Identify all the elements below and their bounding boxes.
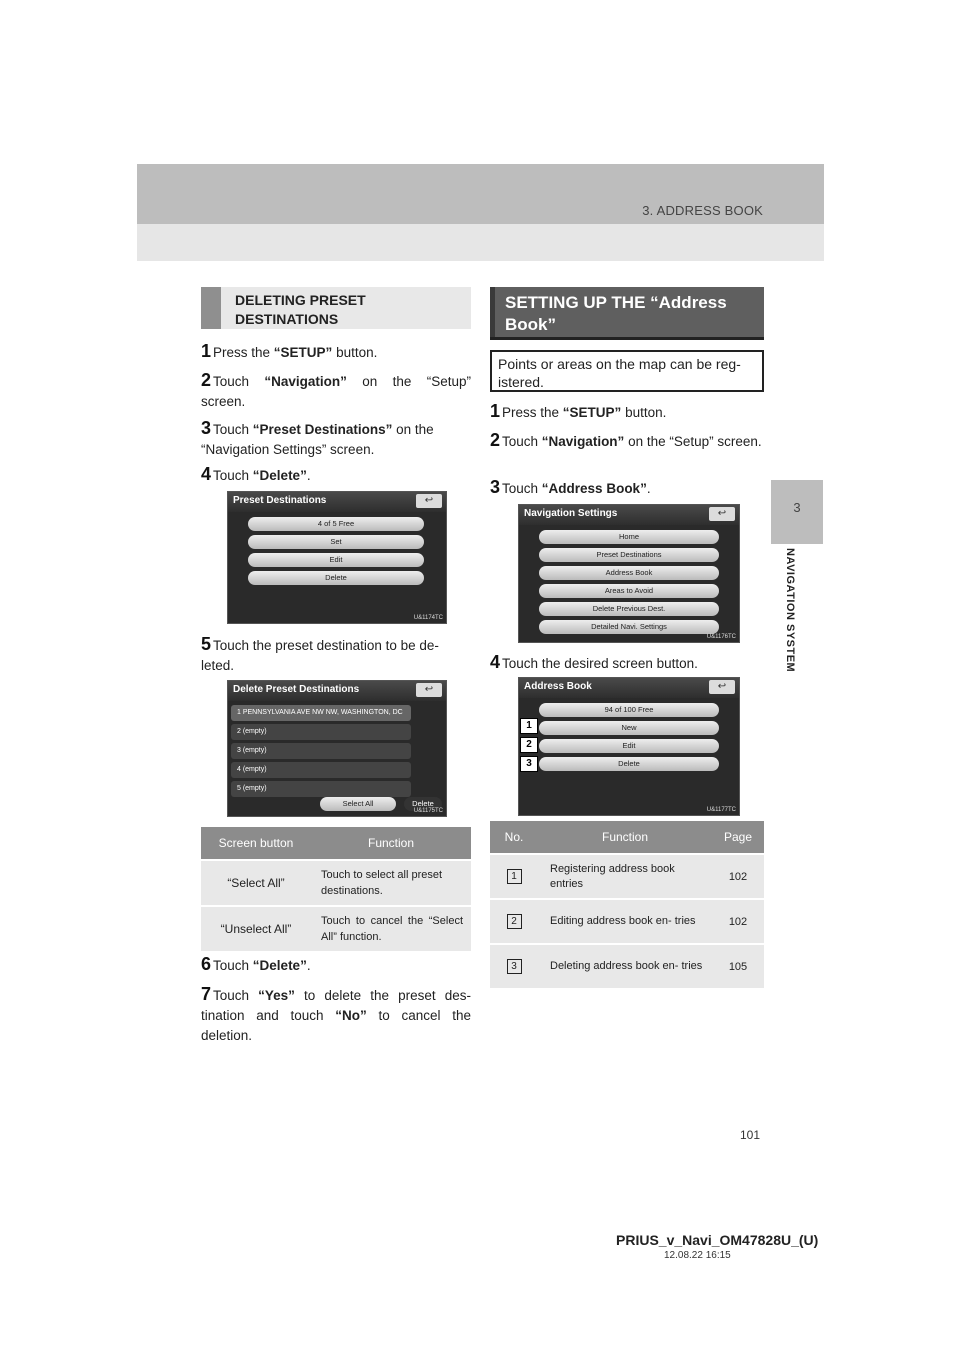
function-table: [490, 821, 764, 988]
item-number: 3: [507, 959, 522, 974]
page-number: 101: [740, 1128, 761, 1142]
step-3: 3 Touch “Preset Destinations” on the “Navigation Settings” screen.: [201, 418, 434, 457]
destination-row: 1 PENNSYLVANIA AVE NW NW, WASHINGTON, DC: [231, 705, 411, 721]
destination-row: 5 (empty): [231, 781, 411, 797]
step-2: 2 Touch “Navigation” on the “Setup” screen.: [490, 430, 762, 450]
screen-button: Delete Previous Dest.: [539, 602, 719, 616]
screen-button: New: [539, 721, 719, 735]
screen-button: Delete: [539, 757, 719, 771]
step-5: 5 Touch the preset destination to be de- leted.: [201, 634, 439, 673]
intro-text: Points or areas on the map can be reg- istered.: [490, 350, 764, 392]
screenshot-navigation-settings: Navigation Settings ↩ Home Preset Destinations Address Book Areas to Avoid Delete Previous Dest. Detailed Navi. Settings U&1176TC: [518, 504, 740, 643]
callout-marker: 2: [520, 737, 538, 753]
step-4: 4 Touch “Delete”.: [201, 464, 311, 484]
table-row: 3 Deleting address book en- tries 105: [490, 944, 764, 988]
table-row: 2 Editing address book en- tries 102: [490, 899, 764, 944]
table-header: Function: [538, 821, 712, 854]
right-section-title: SETTING UP THE “Address Book”: [505, 293, 727, 334]
screen-button: Detailed Navi. Settings: [539, 620, 719, 634]
image-code: U&1177TC: [706, 807, 736, 813]
section-bar: [490, 287, 495, 337]
step-1: 1 Press the “SETUP” button.: [201, 341, 378, 361]
item-number: 2: [507, 914, 522, 929]
screen-button: Home: [539, 530, 719, 544]
delete-button: Delete: [404, 797, 442, 811]
step-3: 3 Touch “Address Book”.: [490, 477, 651, 497]
step-1: 1 Press the “SETUP” button.: [490, 401, 667, 421]
screenshot-address-book: Address Book ↩ 94 of 100 Free New Edit Delete 1 2 3 U&1177TC: [518, 677, 740, 816]
destination-row: 3 (empty): [231, 743, 411, 759]
section-bar: [201, 287, 221, 329]
table-header: No.: [490, 821, 538, 854]
screen-button-table: [201, 827, 471, 951]
document-id: PRIUS_v_Navi_OM47828U_(U): [616, 1232, 819, 1248]
screen-button: Delete: [248, 571, 424, 585]
screen-button: Set: [248, 535, 424, 549]
screen-button: Areas to Avoid: [539, 584, 719, 598]
destination-row: 4 (empty): [231, 762, 411, 778]
chapter-number: 3: [793, 500, 801, 515]
print-date: 12.08.22 16:15: [664, 1250, 731, 1261]
step-4: 4 Touch the desired screen button.: [490, 652, 698, 672]
section-title: 3. ADDRESS BOOK: [642, 203, 763, 218]
screen-button: Edit: [248, 553, 424, 567]
callout-marker: 1: [520, 718, 538, 734]
table-header: Function: [311, 827, 471, 860]
table-header: Page: [712, 821, 764, 854]
step-6: 6 Touch “Delete”.: [201, 954, 311, 974]
item-number: 1: [507, 869, 522, 884]
screen-button: Edit: [539, 739, 719, 753]
screen-button: 94 of 100 Free: [539, 703, 719, 717]
image-code: U&1176TC: [706, 634, 736, 640]
image-code: U&1175TC: [413, 808, 443, 814]
select-all-button: Select All: [320, 797, 396, 811]
callout-marker: 3: [520, 756, 538, 772]
step-7: 7 Touch “Yes” to delete the preset des- tination and touch “No” to cancel the deletion.: [201, 984, 471, 1043]
left-section-header: [201, 287, 471, 329]
screen-button: Preset Destinations: [539, 548, 719, 562]
table-header: Screen button: [201, 827, 311, 860]
screen-button: Address Book: [539, 566, 719, 580]
right-section-header: [490, 287, 764, 340]
screen-button: 4 of 5 Free: [248, 517, 424, 531]
back-icon: ↩: [416, 683, 442, 697]
screenshot-preset-destinations: Preset Destinations ↩ 4 of 5 Free Set Edit Delete U&1174TC: [227, 491, 447, 624]
back-icon: ↩: [416, 494, 442, 508]
destination-row: 2 (empty): [231, 724, 411, 740]
screenshot-delete-preset-destinations: Delete Preset Destinations ↩ 1 PENNSYLVANIA AVE NW NW, WASHINGTON, DC 2 (empty) 3 (empty) 4 (empty) 5 (empty) Select All Delete U&1175TC: [227, 680, 447, 817]
left-section-title: DELETING PRESET DESTINATIONS: [235, 292, 366, 327]
step-2: 2 Touch “Navigation” on the “Setup” screen.: [201, 370, 471, 409]
table-row: 1 Registering address book entries 102: [490, 854, 764, 899]
back-icon: ↩: [709, 680, 735, 694]
back-icon: ↩: [709, 507, 735, 521]
chapter-label: NAVIGATION SYSTEM: [784, 548, 796, 673]
table-row: “Unselect All” Touch to cancel the “Select All” function.: [201, 906, 471, 951]
table-row: “Select All” Touch to select all preset destinations.: [201, 860, 471, 906]
image-code: U&1174TC: [413, 615, 443, 621]
header-subband: [137, 224, 824, 261]
